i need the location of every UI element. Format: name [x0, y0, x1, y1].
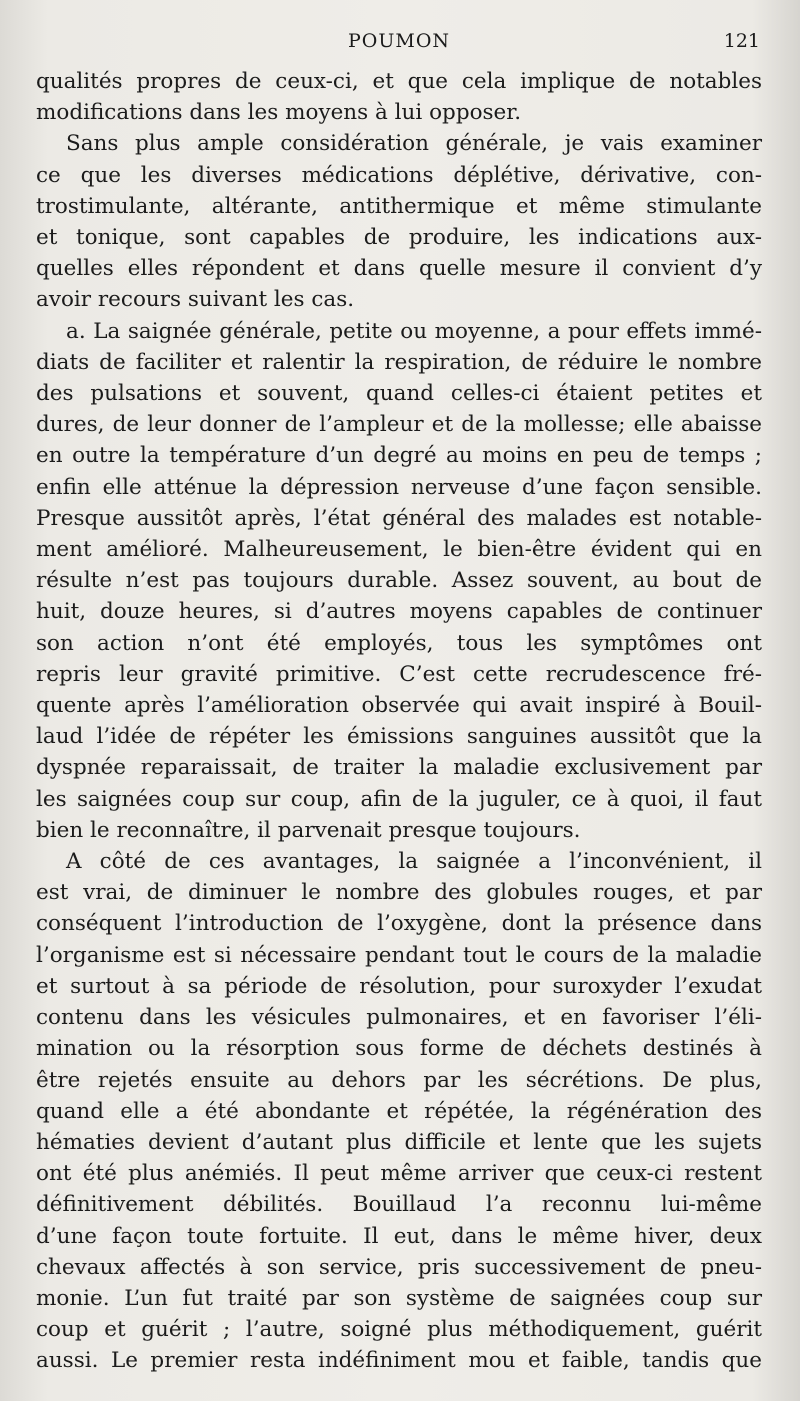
text-line: Presque aussitôt après, l’état général des malades est notable- [36, 505, 762, 531]
text-line: A côté de ces avantages, la saignée a l’inconvénient, il [66, 849, 762, 875]
text-line: son action n’ont été employés, tous les symptômes ont [36, 630, 762, 656]
text-line: monie. L’un fut traité par son système de saignées coup sur [36, 1285, 762, 1311]
text-line: définitivement débilités. Bouillaud l’a reconnu lui-même [36, 1192, 762, 1218]
text-line: qualités propres de ceux-ci, et que cela implique de notables [36, 69, 762, 94]
text-line: l’organisme est si nécessaire pendant tout le cours de la maladie [36, 942, 762, 968]
text-line: avoir recours suivant les cas. [36, 287, 355, 313]
text-line: dyspnée reparaissait, de traiter la maladie exclusivement par [36, 755, 762, 781]
text-line: d’une façon toute fortuite. Il eut, dans le même hiver, deux [36, 1223, 762, 1249]
text-line: mination ou la résorption sous forme de déchets destinés à [36, 1036, 762, 1062]
text-line: ont été plus anémiés. Il peut même arriver que ceux-ci restent [36, 1161, 762, 1187]
text-line: contenu dans les vésicules pulmonaires, et en favoriser l’éli- [36, 1005, 762, 1031]
text-line: repris leur gravité primitive. C’est cette recrudescence fré- [36, 661, 762, 687]
text-line: quente après l’amélioration observée qui avait inspiré à Bouil- [36, 693, 762, 719]
text-line: des pulsations et souvent, quand celles-ci étaient petites et [36, 381, 762, 407]
text-line: trostimulante, altérante, antithermique et même stimulante [36, 193, 762, 219]
page-header [38, 30, 760, 60]
text-line: aussi. Le premier resta indéfiniment mou et faible, tandis que [36, 1348, 762, 1374]
body-text [36, 66, 762, 1377]
text-line: est vrai, de diminuer le nombre des globules rouges, et par [36, 880, 762, 906]
text-line: ce que les diverses médications déplétive, dérivative, con- [36, 162, 762, 188]
text-line: ment amélioré. Malheureusement, le bien-être évident qui en [36, 537, 762, 563]
page-number: 121 [723, 30, 760, 52]
text-line: bien le reconnaître, il parvenait presque toujours. [36, 817, 581, 843]
text-line: conséquent l’introduction de l’oxygène, dont la présence dans [36, 911, 762, 937]
text-line: quelles elles répondent et dans quelle mesure il convient d’y [36, 256, 762, 282]
text-line: être rejetés ensuite au dehors par les sécrétions. De plus, [36, 1067, 762, 1093]
text-line: huit, douze heures, si d’autres moyens capables de continuer [36, 599, 762, 625]
text-line: enfin elle atténue la dépression nerveuse d’une façon sensible. [36, 474, 762, 500]
text-line: quand elle a été abondante et répétée, la régénération des [36, 1098, 762, 1124]
running-title: POUMON [347, 30, 451, 52]
text-line: Sans plus ample considération générale, je vais examiner [66, 131, 762, 157]
text-line: laud l’idée de répéter les émissions sanguines aussitôt que la [36, 724, 762, 750]
text-line: hématies devient d’autant plus difficile et lente que les sujets [36, 1129, 762, 1155]
text-line: a. La saignée générale, petite ou moyenne, a pour effets immé- [66, 318, 762, 344]
text-line: chevaux affectés à son service, pris successivement de pneu- [36, 1254, 762, 1280]
text-line: diats de faciliter et ralentir la respiration, de réduire le nombre [36, 349, 762, 375]
text-line: et surtout à sa période de résolution, pour suroxyder l’exudat [36, 973, 762, 999]
text-line: les saignées coup sur coup, afin de la juguler, ce à quoi, il faut [36, 786, 762, 812]
text-line: coup et guérit ; l’autre, soigné plus méthodiquement, guérit [36, 1317, 762, 1343]
text-line: résulte n’est pas toujours durable. Assez souvent, au bout de [36, 568, 762, 594]
text-line: modifications dans les moyens à lui opposer. [36, 100, 522, 126]
text-line: et tonique, sont capables de produire, les indications aux- [36, 225, 762, 251]
text-line: dures, de leur donner de l’ampleur et de la mollesse; elle abaisse [36, 412, 762, 438]
text-line: en outre la température d’un degré au moins en peu de temps ; [36, 443, 762, 469]
